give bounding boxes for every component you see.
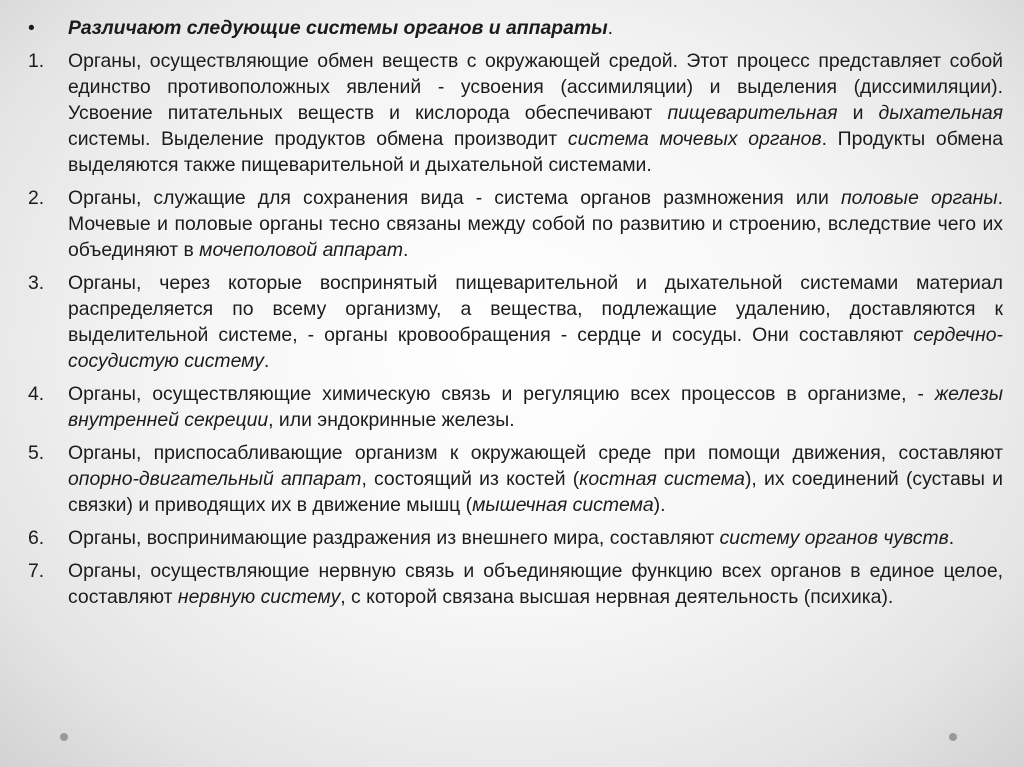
list-item	[28, 525, 1003, 551]
item-number: 3.	[28, 272, 45, 294]
emphasized-term: сердечно-сосудистую систему	[68, 324, 1003, 372]
text-run: .	[263, 350, 270, 372]
item-number: 2.	[28, 187, 45, 209]
text-run: ), их соединений (суставы и связки) и приводящих их в движение мышц (	[68, 468, 1003, 516]
text-run: Органы, приспосабливающие организм к окружающей среде при помощи движения, составляют	[68, 442, 1003, 464]
emphasized-term: опорно-двигательный аппарат	[68, 468, 362, 490]
decorative-dot-right	[949, 733, 957, 741]
bullet-marker: •	[28, 17, 35, 39]
item-text	[68, 440, 1003, 518]
heading-body	[68, 15, 1003, 41]
text-run: Органы, служащие для сохранения вида - система органов размножения или	[68, 187, 841, 209]
item-text	[68, 48, 1003, 178]
item-text	[68, 270, 1003, 374]
text-run: ).	[653, 494, 666, 516]
list-item	[28, 381, 1003, 433]
text-run: . Продукты обмена выделяются также пищеварительной и дыхательной системами.	[68, 128, 1003, 176]
list-item	[28, 48, 1003, 178]
text-run: Органы, через которые воспринятый пищеварительной и дыхательной системами материал распределяется по всему организму, а вещества, подлежащие удалению, доставляются к выделительной системе, - органы кровообращения - сердце и сосуды. Они составляют	[68, 272, 1003, 346]
emphasized-term: половые органы	[840, 187, 998, 209]
item-number: 6.	[28, 527, 45, 549]
item-number: 1.	[28, 50, 45, 72]
emphasized-term: костная система	[579, 468, 745, 490]
emphasized-term: мочеполовой аппарат	[199, 239, 403, 261]
emphasized-term: система мочевых органов	[567, 128, 822, 150]
text-run: Органы, осуществляющие нервную связь и объединяющие функцию всех органов в единое целое, составляют	[68, 560, 1003, 608]
text-run: и	[837, 102, 879, 124]
text-run: , или эндокринные железы.	[268, 409, 515, 431]
text-run: .	[948, 527, 955, 549]
emphasized-term: пищеварительная	[667, 102, 838, 124]
item-number: 5.	[28, 442, 45, 464]
text-run: , состоящий из костей (	[361, 468, 580, 490]
list-item	[28, 270, 1003, 374]
list-item	[28, 558, 1003, 610]
item-text	[68, 381, 1003, 433]
item-number: 7.	[28, 560, 45, 582]
item-text	[68, 525, 1003, 551]
item-text	[68, 185, 1003, 263]
text-run: Органы, осуществляющие химическую связь и регуляцию всех процессов в организме, -	[68, 383, 935, 405]
text-run: системы. Выделение продуктов обмена производит	[68, 128, 568, 150]
list-item	[28, 440, 1003, 518]
emphasized-term: дыхательная	[878, 102, 1004, 124]
emphasized-term: систему органов чувств	[719, 527, 949, 549]
text-run: Органы, осуществляющие обмен веществ с окружающей средой. Этот процесс представляет собой единство противоположных явлений - усвоения (ассимиляции) и выделения (диссимиляции). Усвоение питательных веществ и кислорода обеспечивают	[68, 50, 1003, 124]
decorative-dot-left	[60, 733, 68, 741]
organ-systems-list	[28, 15, 1003, 617]
text-run: Органы, воспринимающие раздражения из внешнего мира, составляют	[68, 527, 720, 549]
list-item	[28, 185, 1003, 263]
heading-text: Различают следующие системы органов и аппараты	[68, 17, 608, 39]
text-run: . Мочевые и половые органы тесно связаны между собой по развитию и строению, вследствие чего их объединяют в	[68, 187, 1003, 261]
heading-end: .	[607, 17, 614, 39]
item-number: 4.	[28, 383, 45, 405]
text-run: .	[403, 239, 409, 261]
emphasized-term: мышечная система	[472, 494, 654, 516]
text-run: , с которой связана высшая нервная деятельность (психика).	[340, 586, 894, 608]
list-heading	[28, 15, 1003, 41]
emphasized-term: нервную систему	[177, 586, 341, 608]
item-text	[68, 558, 1003, 610]
emphasized-term: железы внутренней секреции	[68, 383, 1003, 431]
